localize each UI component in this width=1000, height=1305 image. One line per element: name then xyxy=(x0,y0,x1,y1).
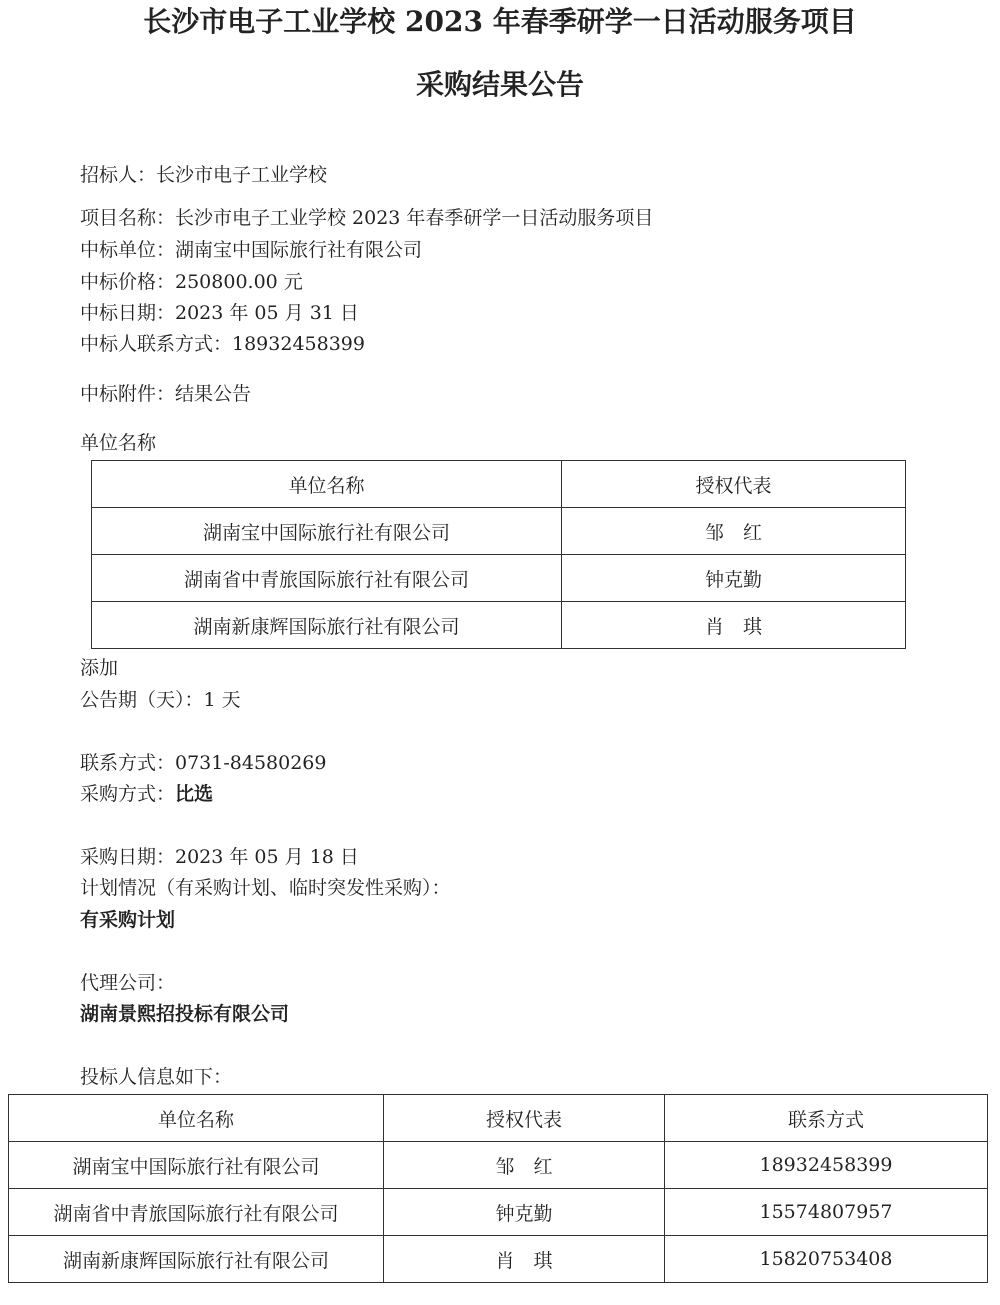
cell-representative: 邹 红 xyxy=(384,1142,665,1189)
table-row xyxy=(9,1236,988,1283)
award-date: 中标日期：2023 年 05 月 31 日 xyxy=(80,302,359,324)
bidders-table xyxy=(8,1094,988,1283)
add-label: 添加 xyxy=(80,657,119,679)
header-cell: 单位名称 xyxy=(92,461,562,508)
method-value: 比选 xyxy=(175,783,214,805)
table-row xyxy=(9,1142,988,1189)
header-cell: 联系方式 xyxy=(665,1095,988,1142)
bidders-label: 投标人信息如下： xyxy=(80,1066,233,1088)
table-row xyxy=(9,1189,988,1236)
cell-representative: 邹 红 xyxy=(562,508,906,555)
cell-phone: 18932458399 xyxy=(665,1142,988,1189)
cell-representative: 钟克勤 xyxy=(384,1189,665,1236)
header-cell: 授权代表 xyxy=(384,1095,665,1142)
notice-period: 公告期（天）：1 天 xyxy=(80,689,241,711)
cell-company: 湖南宝中国际旅行社有限公司 xyxy=(9,1142,384,1189)
cell-company: 湖南宝中国际旅行社有限公司 xyxy=(92,508,562,555)
header-cell: 授权代表 xyxy=(562,461,906,508)
cell-representative: 钟克勤 xyxy=(562,555,906,602)
cell-representative: 肖 琪 xyxy=(562,602,906,649)
representatives-table xyxy=(91,460,906,649)
title-line-1: 长沙市电子工业学校 2023 年春季研学一日活动服务项目 xyxy=(143,5,857,38)
winner-contact: 中标人联系方式：18932458399 xyxy=(80,333,365,355)
contact: 联系方式：0731-84580269 xyxy=(80,752,327,774)
cell-company: 湖南新康辉国际旅行社有限公司 xyxy=(92,602,562,649)
cell-company: 湖南新康辉国际旅行社有限公司 xyxy=(9,1236,384,1283)
purchase-method xyxy=(80,782,213,806)
table-header-row xyxy=(9,1095,988,1142)
tenderer: 招标人：长沙市电子工业学校 xyxy=(80,164,328,186)
cell-phone: 15574807957 xyxy=(665,1189,988,1236)
plan-value: 有采购计划 xyxy=(80,909,176,931)
price: 中标价格：250800.00 元 xyxy=(80,271,303,293)
attachment: 中标附件：结果公告 xyxy=(80,383,252,405)
agency-label: 代理公司： xyxy=(80,972,176,994)
cell-company: 湖南省中青旅国际旅行社有限公司 xyxy=(9,1189,384,1236)
header-cell: 单位名称 xyxy=(9,1095,384,1142)
plan-label: 计划情况（有采购计划、临时突发性采购）： xyxy=(80,877,451,899)
agency-value: 湖南景熙招投标有限公司 xyxy=(80,1003,290,1025)
table-row xyxy=(92,555,906,602)
unit-name-label: 单位名称 xyxy=(80,432,157,454)
purchase-date: 采购日期：2023 年 05 月 18 日 xyxy=(80,846,359,868)
table-row xyxy=(92,508,906,555)
project-name: 项目名称：长沙市电子工业学校 2023 年春季研学一日活动服务项目 xyxy=(80,207,654,229)
cell-phone: 15820753408 xyxy=(665,1236,988,1283)
cell-representative: 肖 琪 xyxy=(384,1236,665,1283)
method-label: 采购方式： xyxy=(80,783,176,805)
winner: 中标单位：湖南宝中国际旅行社有限公司 xyxy=(80,239,423,261)
cell-company: 湖南省中青旅国际旅行社有限公司 xyxy=(92,555,562,602)
title-line-2: 采购结果公告 xyxy=(415,68,584,101)
table-row xyxy=(92,602,906,649)
table-header-row xyxy=(92,461,906,508)
